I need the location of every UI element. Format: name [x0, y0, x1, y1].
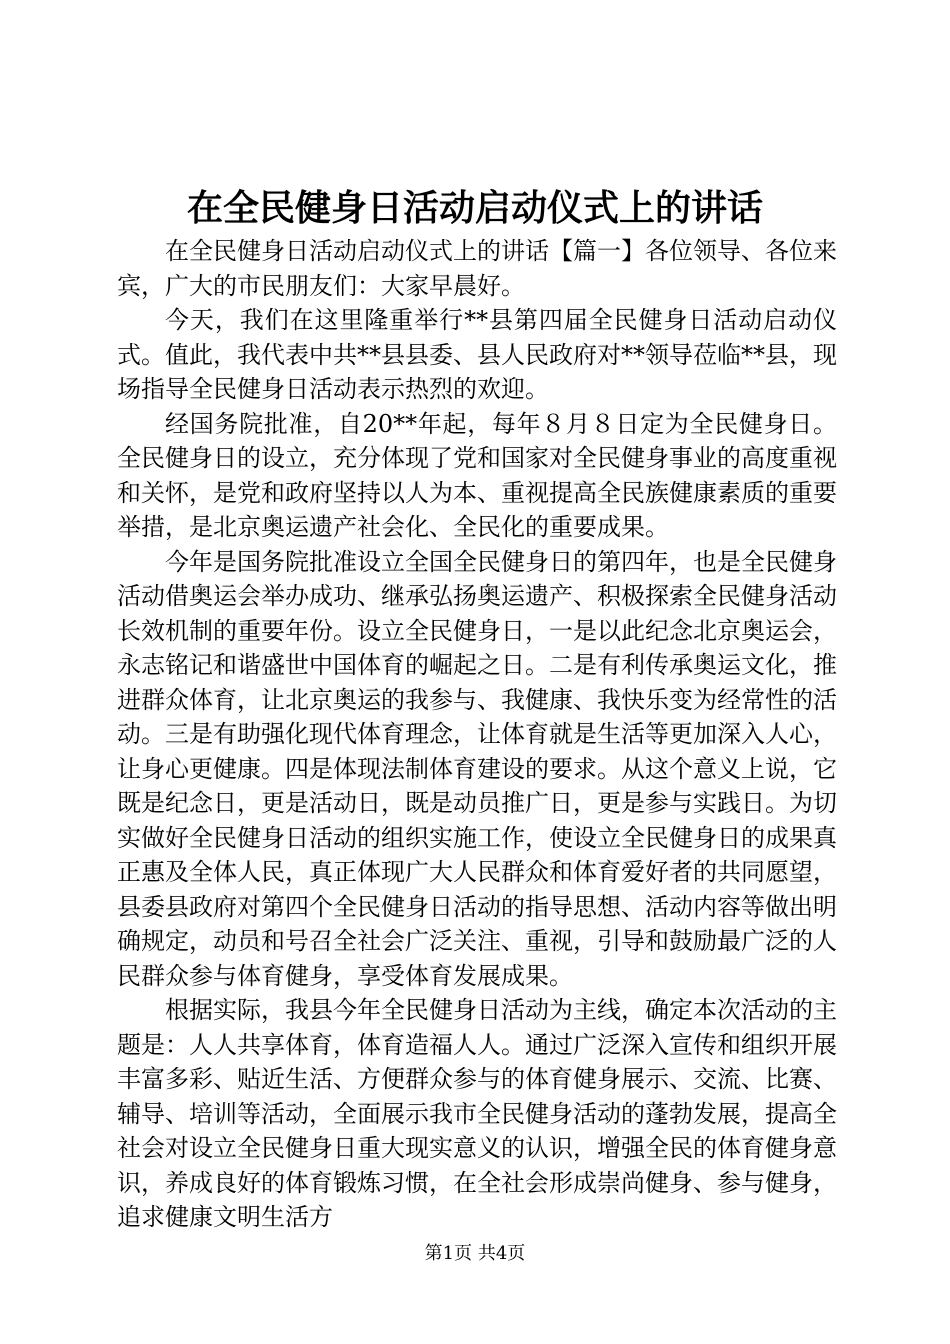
paragraph: 在全民健身日活动启动仪式上的讲话【篇一】各位领导、各位来宾，广大的市民朋友们：大家早晨好。	[117, 237, 837, 300]
paragraph: 经国务院批准，自20**年起，每年８月８日定为全民健身日。全民健身日的设立，充分体现了党和国家对全民健身事业的高度重视和关怀，是党和政府坚持以人为本、重视提高全民族健康素质的重要举措，是北京奥运遗产社会化、全民化的重要成果。	[117, 409, 837, 541]
paragraph: 今年是国务院批准设立全国全民健身日的第四年，也是全民健身活动借奥运会举办成功、继承弘扬奥运遗产、积极探索全民健身活动长效机制的重要年份。设立全民健身日，一是以此纪念北京奥运会，永志铭记和谐盛世中国体育的崛起之日。二是有利传承奥运文化，推进群众体育，让北京奥运的我参与、我健康、我快乐变为经常性的活动。三是有助强化现代体育理念，让体育就是生活等更加深入人心，让身心更健康。四是体现法制体育建设的要求。从这个意义上说，它既是纪念日，更是活动日，既是动员推广日，更是参与实践日。为切实做好全民健身日活动的组织实施工作，使设立全民健身日的成果真正惠及全体人民，真正体现广大人民群众和体育爱好者的共同愿望，县委县政府对第四个全民健身日活动的指导思想、活动内容等做出明确规定，动员和号召全社会广泛关注、重视，引导和鼓励最广泛的人民群众参与体育健身，享受体育发展成果。	[117, 547, 837, 990]
page-footer: 第1页 共4页	[424, 1243, 526, 1264]
document-title: 在全民健身日活动启动仪式上的讲话	[186, 187, 763, 229]
paragraph: 今天，我们在这里隆重举行**县第四届全民健身日活动启动仪式。值此，我代表中共**县县委、县人民政府对**领导莅临**县，现场指导全民健身日活动表示热烈的欢迎。	[117, 306, 837, 403]
paragraph: 根据实际，我县今年全民健身日活动为主线，确定本次活动的主题是：人人共享体育，体育造福人人。通过广泛深入宣传和组织开展丰富多彩、贴近生活、方便群众参与的体育健身展示、交流、比赛、辅导、培训等活动，全面展示我市全民健身活动的蓬勃发展，提高全社会对设立全民健身日重大现实意义的认识，增强全民的体育健身意识，养成良好的体育锻炼习惯，在全社会形成崇尚健身、参与健身，追求健康文明生活方	[117, 996, 837, 1231]
document-body	[117, 234, 837, 1235]
